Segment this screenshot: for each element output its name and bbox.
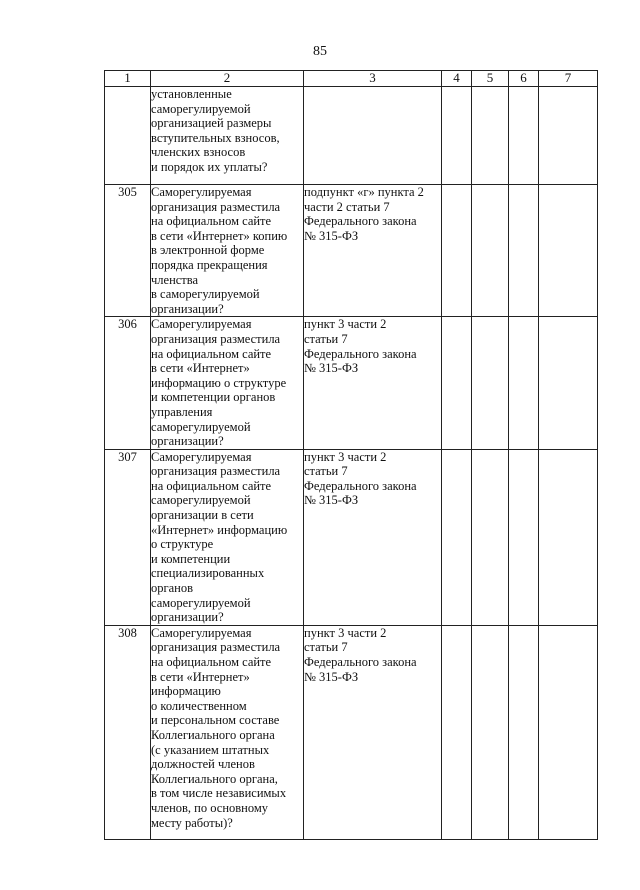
requirement-cell — [151, 87, 304, 185]
text-line: организация разместила — [151, 640, 281, 655]
text-line: статьи 7 — [304, 464, 348, 479]
header-cell: 4 — [442, 71, 472, 87]
text-line: Саморегулируемая — [151, 317, 252, 332]
text-line: и порядок их уплаты? — [151, 159, 268, 174]
header-cell: 6 — [509, 71, 539, 87]
row-number: 305 — [105, 185, 151, 317]
empty-cell — [539, 87, 598, 185]
basis-cell — [304, 87, 442, 185]
text-line: (с указанием штатных — [151, 742, 270, 757]
text-line: членских взносов — [151, 145, 246, 160]
text-line: органов — [151, 581, 194, 596]
text-line: на официальном сайте — [151, 655, 272, 669]
empty-cell — [539, 317, 598, 449]
text-line: саморегулируемой — [151, 419, 251, 434]
empty-cell — [472, 317, 509, 449]
empty-cell — [509, 87, 539, 185]
empty-cell — [509, 317, 539, 449]
text-line: в саморегулируемой — [151, 287, 260, 302]
text-line: в электронной форме — [151, 243, 265, 258]
basis-cell — [304, 317, 442, 449]
text-line: организации в сети — [151, 508, 254, 523]
text-line: подпункт «г» пункта 2 — [304, 185, 424, 199]
row-number: 306 — [105, 317, 151, 449]
header-row — [105, 71, 598, 87]
table-row — [105, 87, 598, 185]
text-line: на официальном сайте — [151, 214, 272, 229]
empty-cell — [472, 625, 509, 839]
text-line: информацию — [151, 684, 221, 699]
checklist-table — [104, 70, 598, 840]
empty-cell — [442, 185, 472, 317]
text-line: части 2 статьи 7 — [304, 199, 390, 214]
text-line: организация разместила — [151, 199, 281, 214]
text-line: саморегулируемой — [151, 493, 251, 508]
text-line: Федерального закона — [304, 214, 417, 229]
empty-cell — [539, 449, 598, 625]
page-number: 85 — [313, 44, 327, 59]
text-line: организации? — [151, 301, 224, 316]
text-line: саморегулируемой — [151, 101, 251, 116]
text-line: в сети «Интернет» — [151, 669, 250, 684]
text-line: № 315-ФЗ — [304, 228, 359, 243]
empty-cell — [539, 625, 598, 839]
text-line: Коллегиального органа, — [151, 771, 278, 786]
text-line: информацию о структуре — [151, 375, 287, 390]
text-line: месту работы)? — [151, 815, 233, 830]
text-line: саморегулируемой — [151, 595, 251, 610]
header-cell: 2 — [151, 71, 304, 87]
table-row — [105, 449, 598, 625]
text-line: специализированных — [151, 566, 265, 581]
empty-cell — [509, 449, 539, 625]
empty-cell — [539, 185, 598, 317]
empty-cell — [509, 625, 539, 839]
text-line: на официальном сайте — [151, 478, 272, 493]
requirement-cell — [151, 317, 304, 449]
text-line: и компетенции — [151, 551, 231, 566]
header-cell: 3 — [304, 71, 442, 87]
row-number: 308 — [105, 625, 151, 839]
basis-cell — [304, 625, 442, 839]
text-line: пункт 3 части 2 — [304, 625, 387, 640]
text-line: Саморегулируемая — [151, 185, 252, 199]
text-line: на официальном сайте — [151, 346, 272, 361]
table-row — [105, 625, 598, 839]
text-line: № 315-ФЗ — [304, 669, 359, 684]
text-line: № 315-ФЗ — [304, 493, 359, 508]
basis-cell — [304, 185, 442, 317]
text-line: управления — [151, 404, 213, 419]
text-line: статьи 7 — [304, 640, 348, 655]
text-line: установленные — [151, 87, 232, 101]
text-line: организация разместила — [151, 331, 281, 346]
text-line: организации? — [151, 610, 224, 625]
text-line: в сети «Интернет» копию — [151, 228, 288, 243]
text-line: Федерального закона — [304, 655, 417, 669]
basis-cell — [304, 449, 442, 625]
text-line: организацией размеры — [151, 116, 272, 131]
text-line: членов, по основному — [151, 800, 269, 815]
text-line: «Интернет» информацию — [151, 522, 288, 537]
header-cell: 7 — [539, 71, 598, 87]
requirement-cell — [151, 185, 304, 317]
text-line: статьи 7 — [304, 331, 348, 346]
text-line: организация разместила — [151, 464, 281, 479]
requirement-cell — [151, 625, 304, 839]
text-line: организации? — [151, 434, 224, 449]
empty-cell — [472, 449, 509, 625]
text-line: Федерального закона — [304, 478, 417, 493]
text-line: о количественном — [151, 698, 247, 713]
empty-cell — [442, 317, 472, 449]
text-line: и персональном составе — [151, 713, 280, 728]
text-line: № 315-ФЗ — [304, 361, 359, 376]
empty-cell — [509, 185, 539, 317]
requirement-cell — [151, 449, 304, 625]
table-row — [105, 185, 598, 317]
empty-cell — [472, 185, 509, 317]
text-line: в сети «Интернет» — [151, 361, 250, 376]
text-line: членства — [151, 272, 199, 287]
text-line: Коллегиального органа — [151, 727, 275, 742]
text-line: и компетенции органов — [151, 390, 276, 405]
text-line: пункт 3 части 2 — [304, 317, 387, 332]
text-line: должностей членов — [151, 757, 255, 772]
row-number — [105, 87, 151, 185]
text-line: пункт 3 части 2 — [304, 449, 387, 464]
row-number: 307 — [105, 449, 151, 625]
empty-cell — [442, 625, 472, 839]
header-cell: 5 — [472, 71, 509, 87]
text-line: в том числе независимых — [151, 786, 287, 801]
table-row — [105, 317, 598, 449]
text-line: вступительных взносов, — [151, 130, 280, 145]
header-cell: 1 — [105, 71, 151, 87]
text-line: Саморегулируемая — [151, 449, 252, 464]
empty-cell — [442, 449, 472, 625]
text-line: Саморегулируемая — [151, 625, 252, 640]
text-line: порядка прекращения — [151, 257, 268, 272]
text-line: Федерального закона — [304, 346, 417, 361]
empty-cell — [442, 87, 472, 185]
empty-cell — [472, 87, 509, 185]
text-line: о структуре — [151, 537, 214, 552]
